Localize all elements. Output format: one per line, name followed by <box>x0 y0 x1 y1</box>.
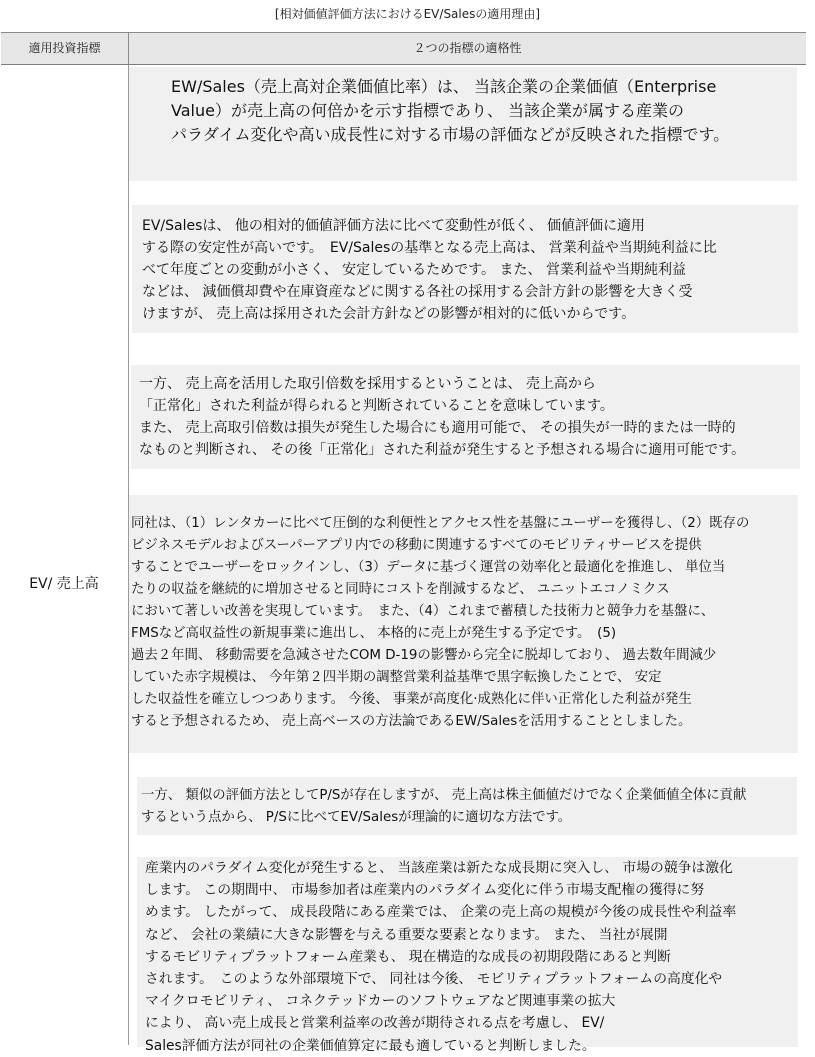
paragraph-line: EV/Salesは、 他の相対的価値評価方法に比べて変動性が低く、 価値評価に適用 <box>142 218 646 234</box>
paragraph-line: 過去２年間、 移動需要を急減させたCOM D-19の影響から完全に脱却しており、 過去数年間減少 <box>131 648 717 663</box>
paragraph-line: また、 売上高取引倍数は損失が発生した場合にも適用可能で、 その損失が一時的または一時的 <box>139 420 736 436</box>
paragraph-normalized-profit <box>131 365 800 469</box>
paragraph-line: 一方、 売上高を活用した取引倍数を採用するということは、 売上高から <box>139 376 596 392</box>
paragraph-line: Value）が売上高の何倍かを示す指標であり、 当該企業が属する産業の <box>171 101 685 120</box>
paragraph-line: していた赤字規模は、 今年第２四半期の調整営業利益基準で黒字転換したことで、 安定 <box>131 670 662 685</box>
paragraph-line: けますが、 売上高は採用された会計方針などの影響が相対的に低いからです。 <box>142 306 636 322</box>
paragraph-line: します。 この期間中、 市場参加者は産業内のパラダイム変化に伴う市場支配権の獲得に努 <box>145 882 705 899</box>
paragraph-line: されます。 このような外部環境下で、 同社は今後、 モビリティプラットフォームの高度化や <box>145 971 723 988</box>
paragraph-line: めます。 したがって、 成長段階にある産業では、 企業の売上高の規模が今後の成長性や利益率 <box>145 904 737 921</box>
paragraph-line: するという点から、 P/Sに比べてEV/Salesが理論的に適切な方法です。 <box>141 810 572 825</box>
paragraph-industry-growth <box>137 857 798 1054</box>
header-applied-indicator: 適用投資指標 <box>1 33 129 65</box>
paragraph-line: するモビリティプラットフォーム産業も、 現在構造的な成長の初期段階にあると判断 <box>145 948 671 965</box>
document-title: [相対価値評価方法におけるEV/Salesの適用理由] <box>274 7 541 21</box>
paragraph-line: べて年度ごとの変動が小さく、 安定しているためです。 また、 営業利益や当期純利益 <box>142 262 686 278</box>
rationale-table <box>1 32 806 1054</box>
paragraph-company-reasons <box>129 495 798 753</box>
paragraph-line: 産業内のパラダイム変化が発生すると、 当該産業は新たな成長期に突入し、 市場の競争は激化 <box>145 860 733 876</box>
paragraph-line: した収益性を確立しつつあります。 今後、 事業が高度化·成熟化に伴い正常化した利益が発生 <box>131 692 692 707</box>
paragraph-definition <box>129 67 797 181</box>
paragraph-line: FMSなど高収益性の新規事業に進出し、 本格的に売上が発生する予定です。 (5) <box>131 626 617 641</box>
paragraph-line: することでユーザーをロックインし、（3）データに基づく運営の効率化と最適化を推進し、 単位当 <box>131 560 726 575</box>
row-label-cell <box>1 65 129 1045</box>
paragraph-line: EW/Sales（売上高対企業価値比率）は、 当該企業の企業価値（Enterprise <box>171 77 717 96</box>
header-indicator-suitability: ２つの指標の適格性 <box>129 33 806 65</box>
paragraph-line: ビジネスモデルおよびスーパーアプリ内での移動に関連するすべてのモビリティサービスを提供 <box>131 538 702 553</box>
paragraph-line: たりの収益を継続的に増加させると同時にコストを削減するなど、 ユニットエコノミクス <box>131 582 670 597</box>
paragraph-ps-comparison <box>137 777 797 835</box>
paragraph-line: する際の安定性が高いです。 EV/Salesの基準となる売上高は、 営業利益や当期純利益に比 <box>142 240 717 256</box>
paragraph-line: Sales評価方法が同社の企業価値算定に最も適していると判断しました。 <box>145 1037 596 1054</box>
paragraph-line: などは、 減価償却費や在庫資産などに関する各社の採用する会計方針の影響を大きく受 <box>142 284 693 300</box>
suitability-cell <box>129 65 806 1054</box>
paragraph-line: 同社は、（1）レンタカーに比べて圧倒的な利便性とアクセス性を基盤にユーザーを獲得し、（2）既存の <box>131 516 750 531</box>
paragraph-line: により、 高い売上成長と営業利益率の改善が期待される点を考慮し、 EV/ <box>145 1015 605 1032</box>
paragraph-line: 「正常化」された利益が得られると判断されていることを意味しています。 <box>139 398 614 414</box>
paragraph-line: マイクロモビリティ、 コネクテッドカーのソフトウェアなど関連事業の拡大 <box>145 993 616 1010</box>
row-label-ev-sales: EV/ 売上高 <box>29 576 99 592</box>
paragraph-stability <box>132 205 798 333</box>
paragraph-line: など、 会社の業績に大きな影響を与える重要な要素となります。 また、 当社が展開 <box>145 926 668 943</box>
paragraph-line: パラダイム変化や高い成長性に対する市場の評価などが反映された指標です。 <box>171 125 730 144</box>
paragraph-line: において著しい改善を実現しています。 また、（4）これまで蓄積した技術力と競争力を基盤に、 <box>131 604 715 619</box>
paragraph-line: なものと判断され、 その後「正常化」された利益が発生すると予想される場合に適用可能です。 <box>139 442 746 458</box>
paragraph-line: 一方、 類似の評価方法としてP/Sが存在しますが、 売上高は株主価値だけでなく企業価値全体に貢献 <box>141 788 747 803</box>
paragraph-line: すると予想されるため、 売上高ベースの方法論であるEW/Salesを活用することとしました。 <box>131 714 692 729</box>
